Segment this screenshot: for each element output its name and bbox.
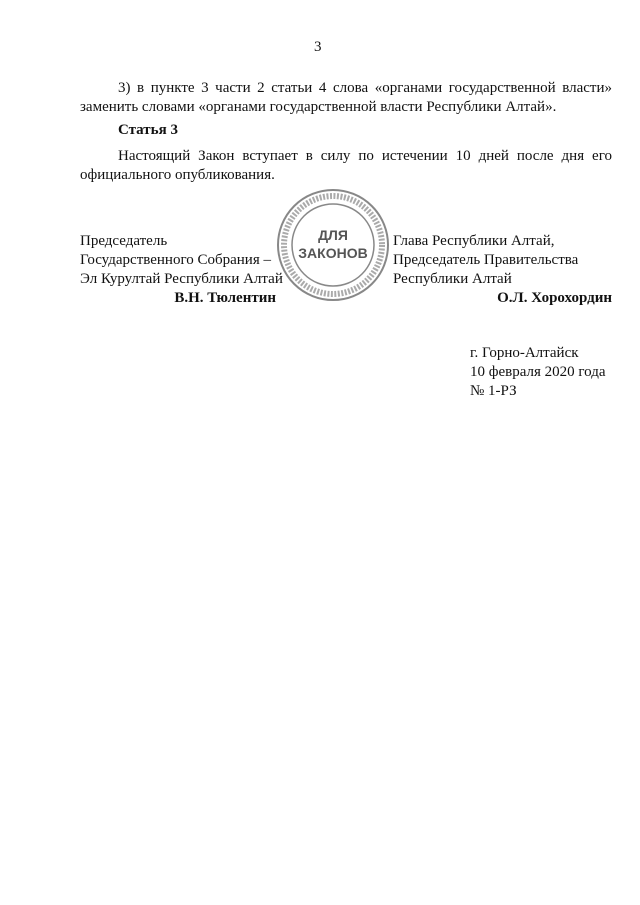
left-title-line: Государственного Собрания –: [80, 252, 271, 268]
left-title-line: Эл Курултай Республики Алтай: [80, 271, 283, 287]
stamp-text-line1: ДЛЯ: [318, 227, 348, 243]
item3-line1: 3) в пункте 3 части 2 статьи 4 слова «органами государственной власти»: [118, 80, 612, 96]
left-signatory-name: В.Н. Тюлентин: [174, 290, 276, 306]
right-title-line: Глава Республики Алтай,: [393, 233, 555, 249]
date: 10 февраля 2020 года: [470, 364, 606, 380]
article-line1: Настоящий Закон вступает в силу по истечении 10 дней после дня его: [118, 148, 612, 164]
right-title-line: Республики Алтай: [393, 271, 512, 287]
right-signatory-name: О.Л. Хорохордин: [497, 290, 612, 306]
stamp-text-line2: ЗАКОНОВ: [298, 245, 368, 261]
article-heading: Статья 3: [118, 122, 178, 138]
page-number: 3: [314, 39, 322, 55]
article-line2: официального опубликования.: [80, 167, 275, 183]
stamp-seal: [276, 188, 390, 302]
right-title-line: Председатель Правительства: [393, 252, 579, 268]
law-number: № 1-РЗ: [470, 383, 517, 399]
left-title-line: Председатель: [80, 233, 168, 249]
city: г. Горно-Алтайск: [470, 345, 579, 361]
item3-line2: заменить словами «органами государственной власти Республики Алтай».: [80, 99, 557, 115]
